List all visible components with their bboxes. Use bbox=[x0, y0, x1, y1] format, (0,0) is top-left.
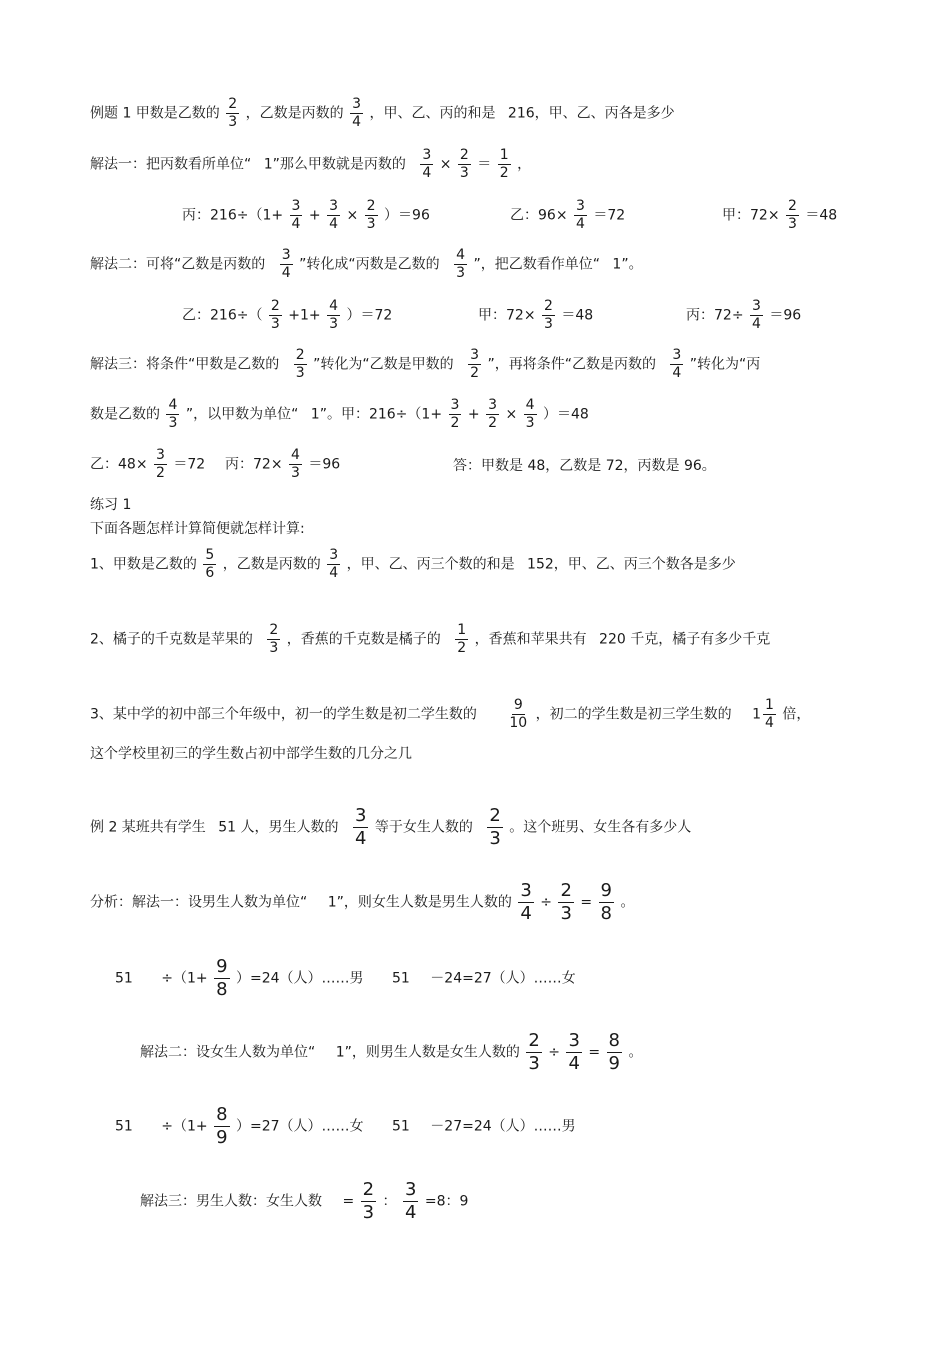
fraction-2-3: $\frac{2}{3}$ bbox=[228, 96, 238, 130]
fraction-8-9: $\frac{8}{9}$ bbox=[216, 1104, 228, 1148]
example2-method1: 分析：解法一：设男生人数为单位“ 1”，则女生人数是男生人数的 $\frac{3}{4}$ ÷ $\frac{2}{3}$ = $\frac{9}{8}$ 。 bbox=[90, 880, 635, 924]
text: ，甲、乙、丙的和是 bbox=[369, 105, 496, 122]
fraction-3-4: $\frac{3}{4}$ bbox=[329, 547, 339, 581]
fraction-2-3: $\frac{2}{3}$ bbox=[270, 298, 280, 332]
fraction-2-3: $\frac{2}{3}$ bbox=[788, 198, 797, 232]
example1-answer: 答：甲数是 48，乙数是 72，丙数是 96。 bbox=[453, 458, 716, 474]
method2-calc-jia: 甲：72× $\frac{2}{3}$ ＝48 bbox=[478, 298, 594, 332]
method3-continued: 数是乙数的 $\frac{4}{3}$ ”，以甲数为单位“ 1”。甲：216÷（1+ $\frac{3}{2}$ + $\frac{3}{2}$ × $\frac{4}{3}$ ）＝48 bbox=[90, 397, 589, 431]
method1-calc-yi: 乙：96× $\frac{3}{4}$ ＝72 bbox=[510, 198, 626, 232]
example2-method2: 解法二：设女生人数为单位“ 1”，则男生人数是女生人数的 $\frac{2}{3}$ ÷ $\frac{3}{4}$ = $\frac{8}{9}$ 。 bbox=[140, 1030, 643, 1074]
fraction-3-4: $\frac{3}{4}$ bbox=[672, 347, 682, 381]
method1-calc-jia: 甲：72× $\frac{2}{3}$ ＝48 bbox=[722, 198, 838, 232]
practice-instruction: 下面各题怎样计算简便就怎样计算: bbox=[90, 521, 305, 537]
method3-calc-yi: 乙：48× $\frac{3}{2}$ ＝72 bbox=[90, 447, 206, 481]
fraction-2-3: $\frac{2}{3}$ bbox=[366, 198, 376, 232]
fraction-9-10: $\frac{9}{10}$ bbox=[509, 697, 528, 731]
fraction-3-4: $\frac{3}{4}$ bbox=[405, 1179, 417, 1223]
fraction-3-4: $\frac{3}{4}$ bbox=[568, 1030, 580, 1074]
practice-title: 练习 1 bbox=[90, 497, 132, 513]
method1-intro: 解法一：把丙数看所单位“ 1”那么甲数就是丙数的 $\frac{3}{4}$ × $\frac{2}{3}$ ＝ $\frac{1}{2}$ ， bbox=[90, 147, 532, 181]
fraction-3-4: $\frac{3}{4}$ bbox=[576, 198, 585, 232]
fraction-3-4: $\frac{3}{4}$ bbox=[422, 147, 432, 181]
fraction-2-3: $\frac{2}{3}$ bbox=[459, 147, 469, 181]
fraction-2-3: $\frac{2}{3}$ bbox=[544, 298, 553, 332]
text: ， bbox=[517, 156, 532, 173]
example1-question bbox=[90, 96, 675, 131]
fraction-4-3: $\frac{4}{3}$ bbox=[525, 397, 535, 431]
method2-calc-bing: 丙：72÷ $\frac{3}{4}$ ＝96 bbox=[686, 298, 802, 332]
text: 例题 1 甲数是乙数的 bbox=[90, 105, 220, 122]
fraction-9-8: $\frac{9}{8}$ bbox=[600, 880, 612, 924]
fraction-3-4: $\frac{3}{4}$ bbox=[520, 880, 532, 924]
practice-item-2: 2、橘子的千克数是苹果的 $\frac{2}{3}$ ，香蕉的千克数是橘子的 $\frac{1}{2}$ ，香蕉和苹果共有 220 千克，橘子有多少千克 bbox=[90, 622, 771, 656]
fraction-2-3: $\frac{2}{3}$ bbox=[560, 880, 572, 924]
fraction-2-3: $\frac{2}{3}$ bbox=[362, 1179, 375, 1223]
example2-question: 例 2 某班共有学生 51 人，男生人数的 $\frac{3}{4}$ 等于女生人数的 $\frac{2}{3}$ 。这个班男、女生各有多少人 bbox=[90, 805, 692, 849]
fraction-3-2: $\frac{3}{2}$ bbox=[450, 397, 460, 431]
text: 1”那么甲数就是丙数的 bbox=[263, 156, 406, 173]
fraction-2-3: $\frac{2}{3}$ bbox=[295, 347, 305, 381]
fraction-3-2: $\frac{3}{2}$ bbox=[156, 447, 165, 481]
fraction-1-2: $\frac{1}{2}$ bbox=[457, 622, 467, 656]
fraction-2-3: $\frac{2}{3}$ bbox=[489, 805, 501, 849]
fraction-3-2: $\frac{3}{2}$ bbox=[488, 397, 497, 431]
fraction-1-4: $\frac{1}{4}$ bbox=[765, 697, 774, 731]
example2-method1-calc: 51 ÷（1+ $\frac{9}{8}$ ）=24（人）……男 51 －24=27（人）……女 bbox=[115, 956, 576, 1000]
practice-item-1: 1、甲数是乙数的 $\frac{5}{6}$ ，乙数是丙数的 $\frac{3}{4}$ ，甲、乙、丙三个数的和是 152，甲、乙、丙三个数各是多少 bbox=[90, 547, 736, 581]
practice-item-3: 3、某中学的初中部三个年级中，初一的学生数是初二学生数的 $\frac{9}{10}$ ，初二的学生数是初三学生数的 1 $\frac{1}{4}$ 倍， bbox=[90, 697, 811, 731]
method3-intro: 解法三：将条件“甲数是乙数的 $\frac{2}{3}$ ”转化为“乙数是甲数的 $\frac{3}{2}$ ”，再将条件“乙数是丙数的 $\frac{3}{4}$ ”转化为“丙 bbox=[90, 347, 761, 381]
method2-intro: 解法二：可将“乙数是丙数的 $\frac{3}{4}$ ”转化成“丙数是乙数的 $\frac{4}{3}$ ”，把乙数看作单位“ 1”。 bbox=[90, 247, 643, 281]
fraction-2-3: $\frac{2}{3}$ bbox=[269, 622, 279, 656]
example2-method3: 解法三：男生人数：女生人数 = $\frac{2}{3}$ ： $\frac{3}{4}$ =8：9 bbox=[140, 1179, 469, 1223]
fraction-3-4: $\frac{3}{4}$ bbox=[329, 198, 339, 232]
method2-calc-yi: 乙：216÷（ $\frac{2}{3}$ +1+ $\frac{4}{3}$ ）＝72 bbox=[182, 298, 393, 332]
method1-calc-bing: 丙：216÷（1+ $\frac{3}{4}$ + $\frac{3}{4}$ × $\frac{2}{3}$ ）＝96 bbox=[182, 198, 430, 232]
fraction-3-4: $\frac{3}{4}$ bbox=[281, 247, 291, 281]
method3-calc-bing: 丙：72× $\frac{4}{3}$ ＝96 bbox=[225, 447, 341, 481]
fraction-5-6: $\frac{5}{6}$ bbox=[205, 547, 215, 581]
fraction-3-4: $\frac{3}{4}$ bbox=[354, 805, 367, 849]
practice-item-3-continued: 这个学校里初三的学生数占初中部学生数的几分之几 bbox=[90, 746, 412, 762]
text: ，乙数是丙数的 bbox=[245, 105, 344, 122]
text: 解法一：把丙数看所单位“ bbox=[90, 156, 252, 173]
fraction-3-2: $\frac{3}{2}$ bbox=[470, 347, 479, 381]
fraction-3-4: $\frac{3}{4}$ bbox=[291, 198, 301, 232]
fraction-9-8: $\frac{9}{8}$ bbox=[216, 956, 228, 1000]
fraction-3-4: $\frac{3}{4}$ bbox=[752, 298, 761, 332]
fraction-4-3: $\frac{4}{3}$ bbox=[329, 298, 339, 332]
fraction-2-3: $\frac{2}{3}$ bbox=[528, 1030, 540, 1074]
fraction-1-2: $\frac{1}{2}$ bbox=[499, 147, 509, 181]
fraction-4-3: $\frac{4}{3}$ bbox=[168, 397, 178, 431]
fraction-8-9: $\frac{8}{9}$ bbox=[608, 1030, 620, 1074]
fraction-4-3: $\frac{4}{3}$ bbox=[456, 247, 465, 281]
fraction-3-4: $\frac{3}{4}$ bbox=[352, 96, 362, 130]
text: 216，甲、乙、丙各是多少 bbox=[507, 105, 675, 122]
fraction-4-3: $\frac{4}{3}$ bbox=[291, 447, 300, 481]
example2-method2-calc: 51 ÷（1+ $\frac{8}{9}$ ）=27（人）……女 51 －27=24（人）……男 bbox=[115, 1104, 576, 1148]
